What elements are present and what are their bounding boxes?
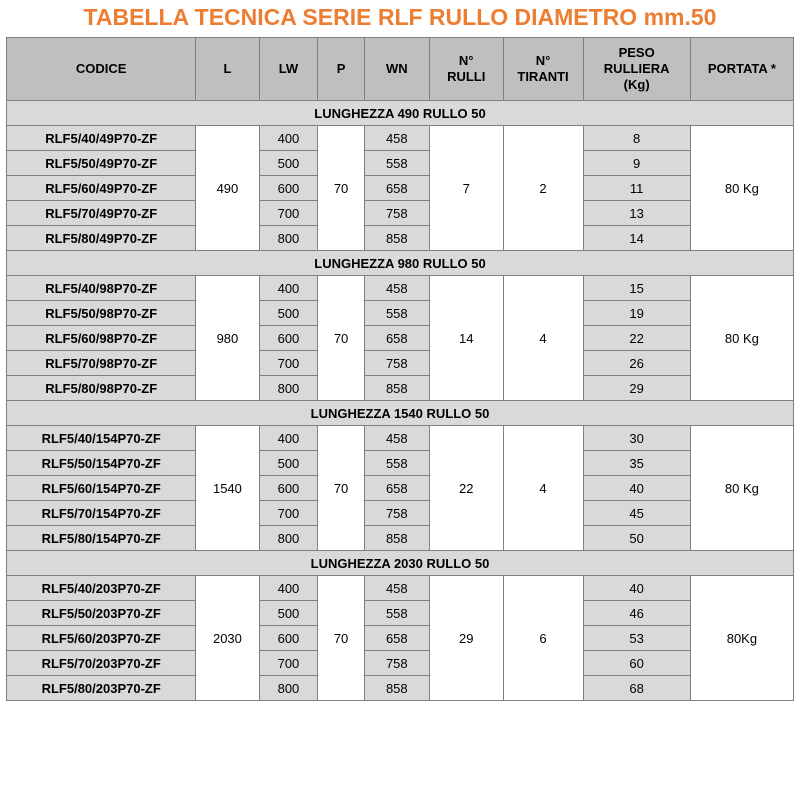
cell-lw: 800 [259,676,318,701]
cell-codice: RLF5/70/49P70-ZF [7,201,196,226]
table-row [7,676,794,701]
cell-peso: 22 [583,326,690,351]
cell-codice: RLF5/40/49P70-ZF [7,126,196,151]
table-row [7,651,794,676]
cell-wn: 658 [364,626,429,651]
table-row [7,201,794,226]
column-header-rulli-line2: RULLI [447,69,486,84]
column-header-tiranti-line2: TIRANTI [517,69,569,84]
cell-peso: 40 [583,576,690,601]
cell-codice: RLF5/60/49P70-ZF [7,176,196,201]
group-header-row [7,401,794,426]
header-row [7,38,794,101]
cell-codice: RLF5/50/49P70-ZF [7,151,196,176]
cell-peso: 9 [583,151,690,176]
table-row [7,451,794,476]
cell-rulli: 7 [429,126,503,251]
table-row [7,301,794,326]
cell-codice: RLF5/80/203P70-ZF [7,676,196,701]
table-row [7,351,794,376]
cell-codice: RLF5/40/98P70-ZF [7,276,196,301]
cell-wn: 858 [364,376,429,401]
cell-wn: 458 [364,126,429,151]
cell-codice: RLF5/50/98P70-ZF [7,301,196,326]
group-label: LUNGHEZZA 2030 RULLO 50 [7,551,794,576]
cell-l: 980 [196,276,259,401]
table-row [7,276,794,301]
cell-rulli: 29 [429,576,503,701]
cell-lw: 400 [259,276,318,301]
cell-codice: RLF5/70/98P70-ZF [7,351,196,376]
cell-codice: RLF5/80/98P70-ZF [7,376,196,401]
cell-codice: RLF5/70/203P70-ZF [7,651,196,676]
cell-codice: RLF5/80/49P70-ZF [7,226,196,251]
cell-l: 2030 [196,576,259,701]
cell-peso: 40 [583,476,690,501]
column-header-p: P [318,38,364,101]
cell-l: 490 [196,126,259,251]
table-row [7,176,794,201]
cell-lw: 700 [259,201,318,226]
cell-lw: 400 [259,126,318,151]
cell-lw: 500 [259,601,318,626]
cell-p: 70 [318,276,364,401]
cell-peso: 68 [583,676,690,701]
column-header-wn: WN [364,38,429,101]
cell-peso: 13 [583,201,690,226]
cell-wn: 558 [364,451,429,476]
cell-wn: 758 [364,201,429,226]
cell-codice: RLF5/60/154P70-ZF [7,476,196,501]
group-header-row [7,251,794,276]
cell-peso: 26 [583,351,690,376]
group-label: LUNGHEZZA 490 RULLO 50 [7,101,794,126]
cell-wn: 858 [364,526,429,551]
cell-codice: RLF5/70/154P70-ZF [7,501,196,526]
cell-wn: 458 [364,576,429,601]
cell-wn: 658 [364,176,429,201]
table-row [7,151,794,176]
cell-lw: 600 [259,326,318,351]
cell-wn: 858 [364,226,429,251]
table-row [7,326,794,351]
cell-peso: 30 [583,426,690,451]
table-row [7,601,794,626]
cell-p: 70 [318,576,364,701]
cell-codice: RLF5/60/203P70-ZF [7,626,196,651]
column-header-peso [583,38,690,101]
table-row [7,576,794,601]
cell-lw: 800 [259,226,318,251]
table-body [7,101,794,701]
cell-codice: RLF5/50/203P70-ZF [7,601,196,626]
cell-wn: 458 [364,426,429,451]
cell-wn: 558 [364,601,429,626]
column-header-tiranti [503,38,583,101]
column-header-peso-line3: (Kg) [623,77,650,93]
column-header-rulli-line1: N° [458,52,474,68]
cell-codice: RLF5/60/98P70-ZF [7,326,196,351]
cell-codice: RLF5/80/154P70-ZF [7,526,196,551]
cell-portata: 80Kg [690,576,793,701]
cell-rulli: 22 [429,426,503,551]
group-label: LUNGHEZZA 1540 RULLO 50 [7,401,794,426]
cell-lw: 500 [259,151,318,176]
column-header-lw: LW [259,38,318,101]
column-header-l: L [196,38,259,101]
cell-lw: 400 [259,576,318,601]
group-label: LUNGHEZZA 980 RULLO 50 [7,251,794,276]
cell-tiranti: 6 [503,576,583,701]
cell-lw: 500 [259,451,318,476]
cell-lw: 600 [259,176,318,201]
column-header-portata: PORTATA * [690,38,793,101]
cell-tiranti: 4 [503,276,583,401]
cell-l: 1540 [196,426,259,551]
cell-lw: 500 [259,301,318,326]
group-header-row [7,551,794,576]
cell-peso: 35 [583,451,690,476]
cell-peso: 8 [583,126,690,151]
cell-lw: 800 [259,526,318,551]
cell-peso: 29 [583,376,690,401]
cell-wn: 658 [364,476,429,501]
cell-wn: 658 [364,326,429,351]
cell-peso: 45 [583,501,690,526]
cell-codice: RLF5/40/154P70-ZF [7,426,196,451]
cell-peso: 19 [583,301,690,326]
cell-codice: RLF5/40/203P70-ZF [7,576,196,601]
cell-p: 70 [318,126,364,251]
cell-tiranti: 4 [503,426,583,551]
cell-tiranti: 2 [503,126,583,251]
cell-lw: 800 [259,376,318,401]
cell-lw: 400 [259,426,318,451]
column-header-peso-line2: RULLIERA [603,60,670,76]
table-row [7,226,794,251]
column-header-peso-line1: PESO [618,44,655,60]
table-row [7,476,794,501]
cell-peso: 53 [583,626,690,651]
cell-lw: 600 [259,626,318,651]
cell-wn: 758 [364,351,429,376]
column-header-rulli [429,38,503,101]
cell-rulli: 14 [429,276,503,401]
cell-wn: 758 [364,501,429,526]
cell-portata: 80 Kg [690,426,793,551]
cell-peso: 46 [583,601,690,626]
cell-lw: 600 [259,476,318,501]
cell-lw: 700 [259,351,318,376]
table-row [7,526,794,551]
table-header [7,38,794,101]
cell-codice: RLF5/50/154P70-ZF [7,451,196,476]
cell-p: 70 [318,426,364,551]
page-title: TABELLA TECNICA SERIE RLF RULLO DIAMETRO mm.50 [83,4,717,30]
cell-peso: 14 [583,226,690,251]
table-row [7,376,794,401]
column-header-tiranti-line1: N° [535,52,551,68]
cell-peso: 15 [583,276,690,301]
group-header-row [7,101,794,126]
table-row [7,501,794,526]
cell-wn: 458 [364,276,429,301]
column-header-codice: CODICE [7,38,196,101]
technical-table [6,37,794,701]
cell-wn: 758 [364,651,429,676]
cell-peso: 50 [583,526,690,551]
cell-portata: 80 Kg [690,276,793,401]
cell-wn: 858 [364,676,429,701]
cell-portata: 80 Kg [690,126,793,251]
cell-peso: 60 [583,651,690,676]
cell-lw: 700 [259,501,318,526]
table-row [7,426,794,451]
cell-wn: 558 [364,151,429,176]
cell-peso: 11 [583,176,690,201]
cell-wn: 558 [364,301,429,326]
table-row [7,126,794,151]
cell-lw: 700 [259,651,318,676]
table-row [7,626,794,651]
